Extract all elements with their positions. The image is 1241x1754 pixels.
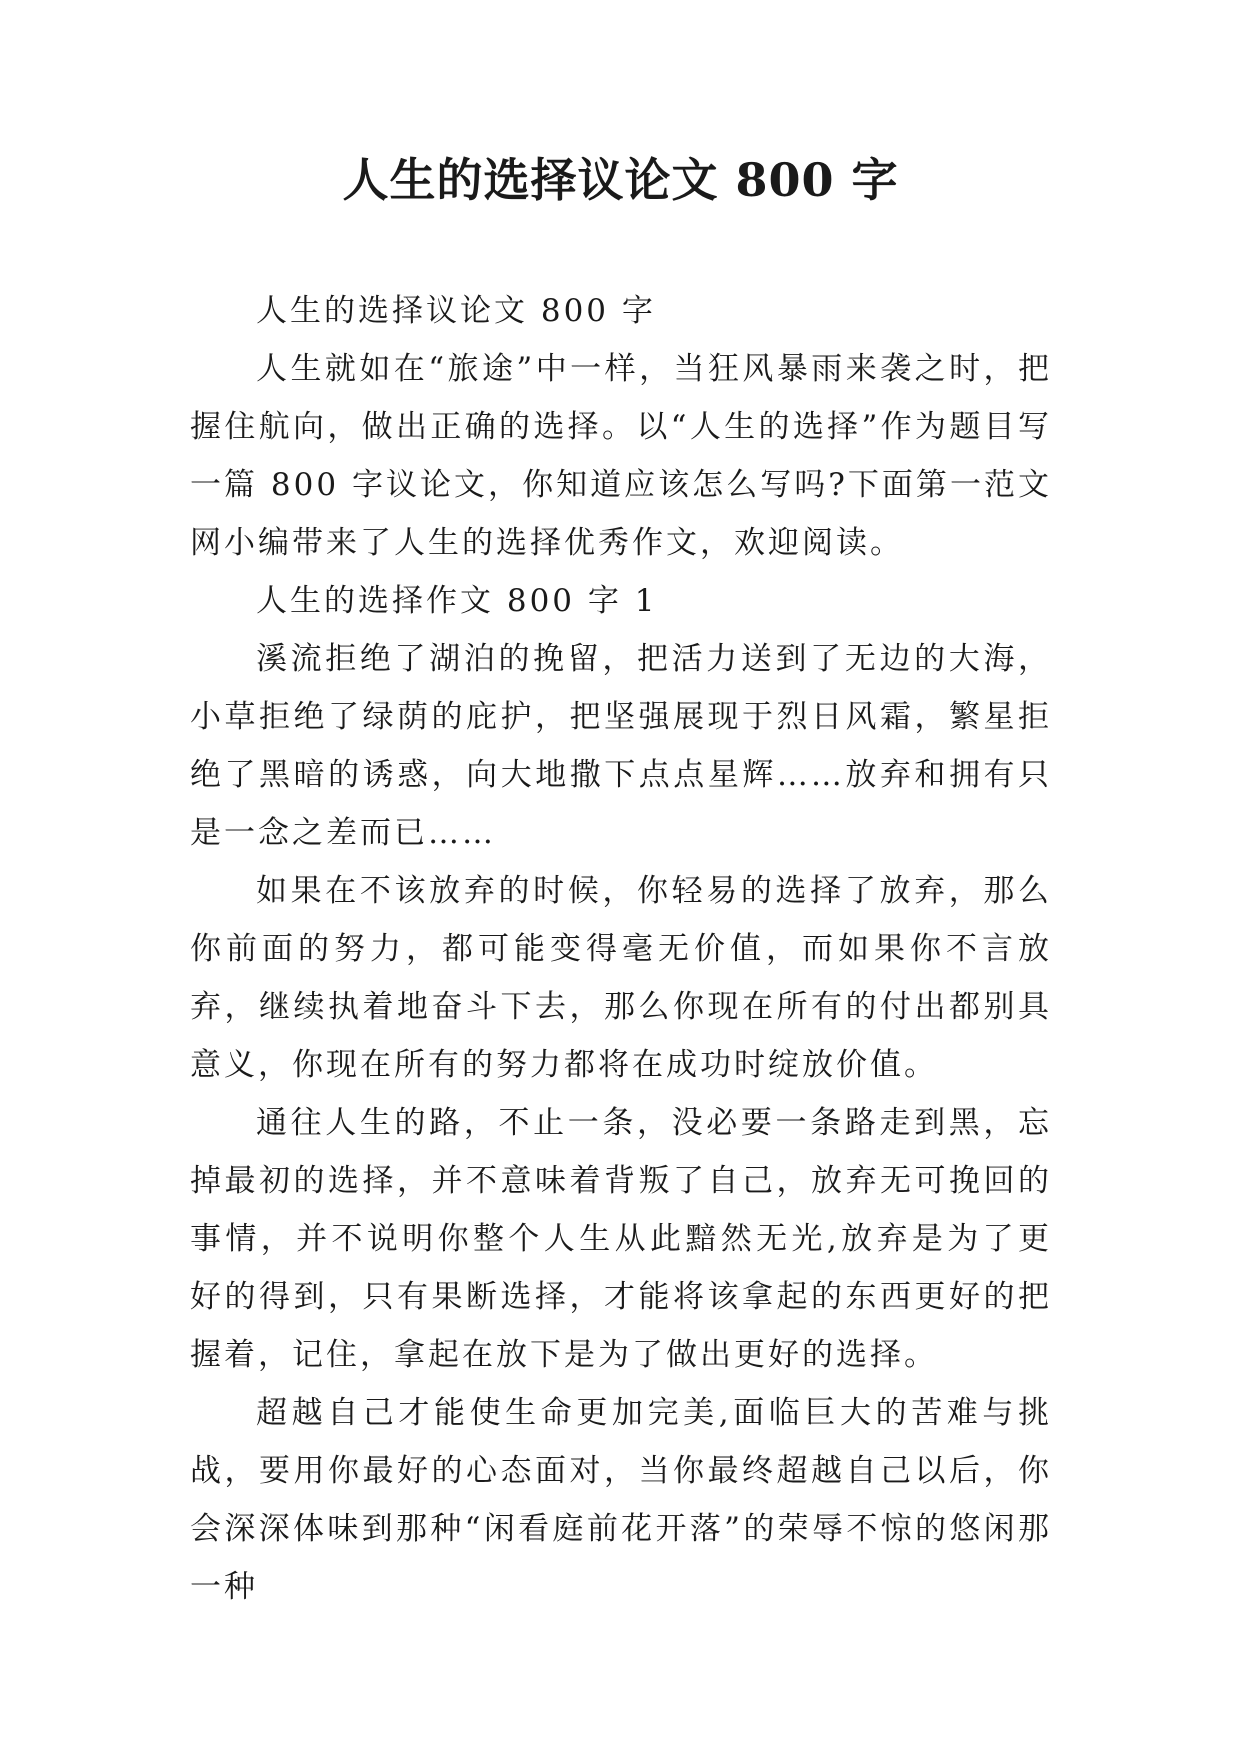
paragraph-essay-heading: 人生的选择作文 800 字 1 xyxy=(256,583,658,619)
paragraph-intro: 人生就如在“旅途”中一样，当狂风暴雨来袭之时，把握住航向，做出正确的选择。以“人生的选择”作为题目写一篇 800 字议论文，你知道应该怎么写吗?下面第一范文网小编带来了人生的选择优秀作文，欢迎阅读。 xyxy=(190,351,1052,561)
document-title: 人生的选择议论文 800 字 xyxy=(342,153,899,207)
document-body xyxy=(190,282,1052,1616)
paragraph-body: 溪流拒绝了湖泊的挽留，把活力送到了无边的大海，小草拒绝了绿荫的庇护，把坚强展现于烈日风霜，繁星拒绝了黑暗的诱惑，向大地撒下点点星辉……放弃和拥有只是一念之差而已…… xyxy=(190,641,1052,851)
paragraph-body: 超越自己才能使生命更加完美,面临巨大的苦难与挑战，要用你最好的心态面对，当你最终超越自己以后，你会深深体味到那种“闲看庭前花开落”的荣辱不惊的悠闲那一种 xyxy=(190,1395,1052,1605)
paragraph-subtitle: 人生的选择议论文 800 字 xyxy=(256,293,656,329)
paragraph-body: 如果在不该放弃的时候，你轻易的选择了放弃，那么你前面的努力，都可能变得毫无价值，而如果你不言放弃，继续执着地奋斗下去，那么你现在所有的付出都别具意义，你现在所有的努力都将在成功时绽放价值。 xyxy=(190,873,1052,1083)
paragraph-body: 通往人生的路，不止一条，没必要一条路走到黑，忘掉最初的选择，并不意味着背叛了自己，放弃无可挽回的事情，并不说明你整个人生从此黯然无光,放弃是为了更好的得到，只有果断选择，才能将该拿起的东西更好的把握着，记住，拿起在放下是为了做出更好的选择。 xyxy=(190,1105,1052,1373)
